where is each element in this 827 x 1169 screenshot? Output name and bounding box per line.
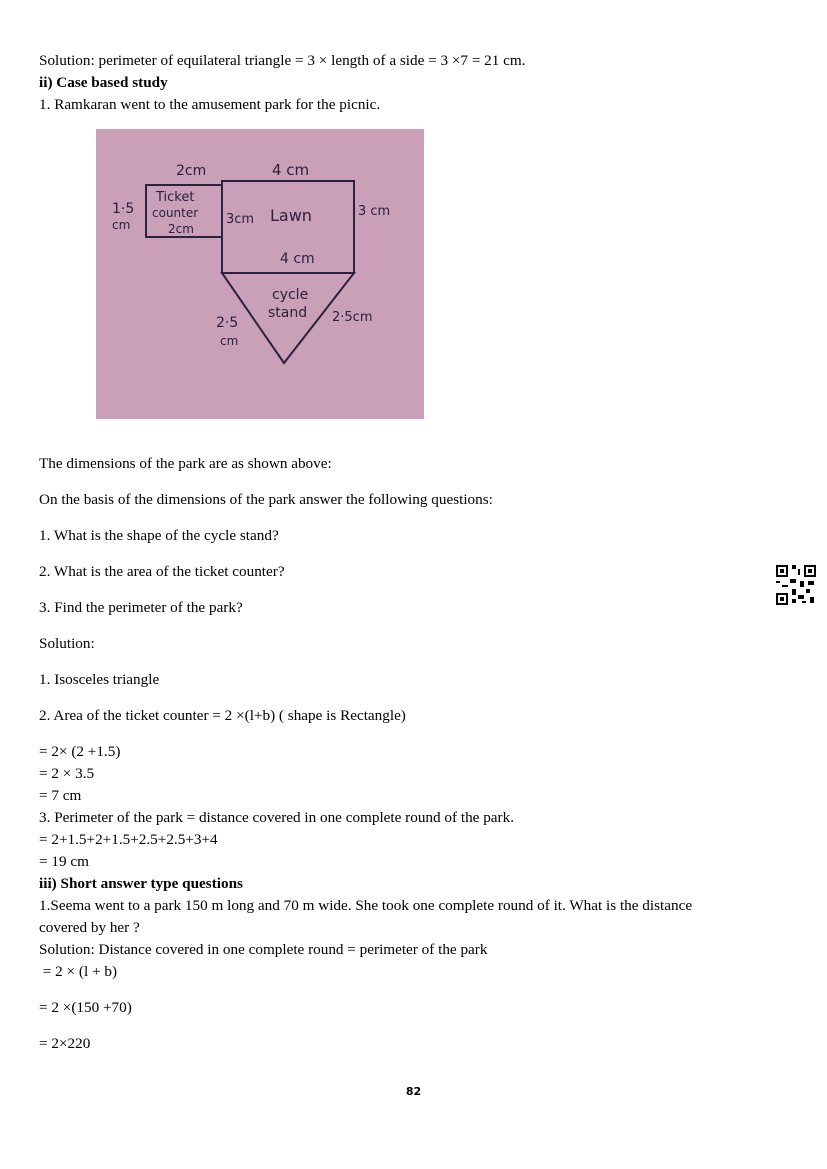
answer-3-sum: = 2+1.5+2+1.5+2.5+2.5+3+4 (39, 831, 218, 848)
stand-label-1: cycle (272, 287, 309, 303)
park-diagram-photo (96, 129, 424, 419)
question-1: 1. What is the shape of the cycle stand? (39, 527, 279, 544)
short-solution-formula: = 2 × (l + b) (39, 963, 117, 980)
lawn-top-label: 4 cm (272, 161, 310, 179)
ticket-left-label: 1·5 (112, 201, 135, 217)
ticket-top-label: 2cm (176, 163, 207, 179)
section-heading-short-answer: iii) Short answer type questions (39, 875, 243, 892)
answer-2-step-2: = 2 × 3.5 (39, 765, 95, 782)
answer-1: 1. Isosceles triangle (39, 671, 160, 688)
stand-left-label: 2·5 (216, 315, 239, 331)
question-3: 3. Find the perimeter of the park? (39, 599, 243, 616)
short-question-1b: covered by her ? (39, 919, 140, 936)
ticket-left-unit: cm (112, 218, 131, 232)
ticket-label-1: Ticket (156, 190, 195, 205)
question-2: 2. What is the area of the ticket counter? (39, 563, 285, 580)
qr-code-icon[interactable] (776, 565, 816, 605)
short-solution-step-1: = 2 ×(150 +70) (39, 999, 132, 1016)
park-diagram (96, 129, 424, 419)
stand-right-label: 2·5cm (332, 310, 373, 325)
answer-2-result: = 7 cm (39, 787, 82, 804)
ticket-bottom-label: 2cm (168, 222, 194, 236)
short-solution-step-2: = 2×220 (39, 1035, 91, 1052)
instruction-line: On the basis of the dimensions of the park answer the following questions: (39, 491, 493, 508)
answer-2-step-1: = 2× (2 +1.5) (39, 743, 121, 760)
answer-3: 3. Perimeter of the park = distance covered in one complete round of the park. (39, 809, 514, 826)
answer-3-result: = 19 cm (39, 853, 89, 870)
question-intro: 1. Ramkaran went to the amusement park for the picnic. (39, 96, 381, 113)
page-number: 82 (405, 1085, 422, 1098)
section-heading-case-study: ii) Case based study (39, 74, 168, 91)
lawn-label: Lawn (270, 206, 312, 225)
stand-left-unit: cm (220, 334, 239, 348)
answer-2: 2. Area of the ticket counter = 2 ×(l+b) ( shape is Rectangle) (39, 707, 406, 724)
solution-equilateral-line: Solution: perimeter of equilateral triangle = 3 × length of a side = 3 ×7 = 21 cm. (39, 52, 526, 69)
stand-label-2: stand (268, 305, 308, 321)
short-question-1a: 1.Seema went to a park 150 m long and 70 m wide. She took one complete round of it. What is the distance (39, 897, 693, 914)
lawn-bottom-label: 4 cm (280, 251, 315, 267)
dimensions-statement: The dimensions of the park are as shown above: (39, 455, 332, 472)
lawn-left-label: 3cm (226, 212, 255, 227)
lawn-right-label: 3 cm (358, 204, 391, 219)
ticket-label-2: counter (152, 206, 199, 220)
short-solution: Solution: Distance covered in one complete round = perimeter of the park (39, 941, 488, 958)
solution-heading: Solution: (39, 635, 95, 652)
